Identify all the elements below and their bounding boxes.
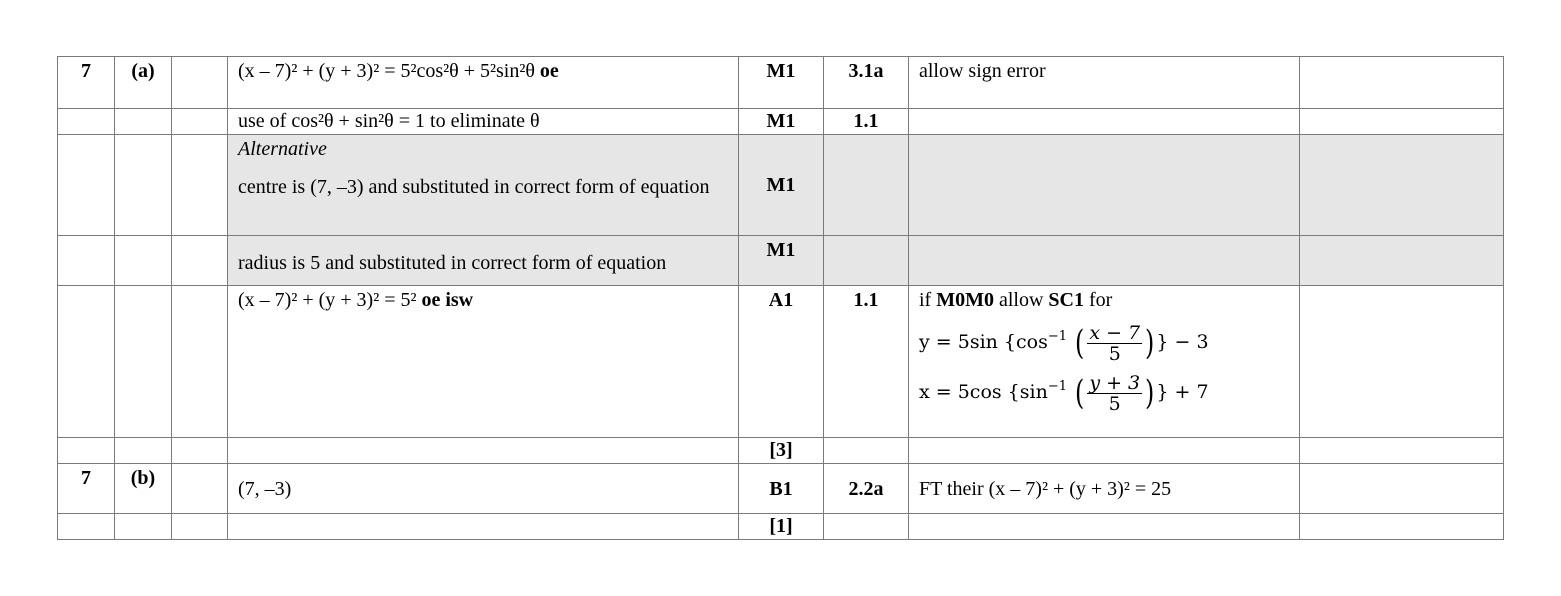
- guidance-cell: FT their (x – 7)² + (y + 3)² = 25: [909, 464, 1300, 514]
- eq-text: } − 3: [1156, 331, 1209, 353]
- sub-part-cell: [172, 57, 228, 109]
- total-mark: [1]: [739, 514, 824, 540]
- empty-cell: [824, 514, 909, 540]
- row-7b-total: [58, 514, 1504, 540]
- empty-cell: [228, 438, 739, 464]
- mark-cell: M1: [739, 135, 824, 236]
- empty-cell: [58, 514, 115, 540]
- row-alternative-radius: [58, 236, 1504, 286]
- answer-text: (x – 7)² + (y + 3)² = 5²: [238, 289, 417, 311]
- empty-cell: [115, 135, 172, 236]
- empty-cell: [115, 109, 172, 135]
- row-7a-2: [58, 109, 1504, 135]
- extra-cell: [1300, 57, 1504, 109]
- guidance-line: [919, 288, 1289, 312]
- empty-cell: [172, 438, 228, 464]
- row-7a-1: [58, 57, 1504, 109]
- answer-cell: [228, 135, 739, 236]
- ao-cell: 2.2a: [824, 464, 909, 514]
- question-part: (a): [115, 57, 172, 109]
- mark-cell: B1: [739, 464, 824, 514]
- answer-note: oe isw: [421, 289, 474, 311]
- paren-right: ): [1145, 323, 1155, 363]
- guidance-text: if: [919, 289, 932, 311]
- eq-text: y = 5sin {cos: [919, 331, 1048, 353]
- guidance-cell: [909, 236, 1300, 286]
- eq-numerator: y + 3: [1089, 371, 1141, 394]
- guidance-cell: [909, 109, 1300, 135]
- mark-cell: M1: [739, 109, 824, 135]
- row-7a-final: [58, 286, 1504, 438]
- empty-cell: [1300, 514, 1504, 540]
- empty-cell: [172, 514, 228, 540]
- row-7a-total: [58, 438, 1504, 464]
- empty-cell: [1300, 438, 1504, 464]
- guidance-cell: [909, 135, 1300, 236]
- eq-sup: −1: [1047, 379, 1067, 394]
- extra-cell: [1300, 236, 1504, 286]
- answer-cell: [228, 286, 739, 438]
- empty-cell: [58, 438, 115, 464]
- empty-cell: [58, 109, 115, 135]
- guidance-bold: M0M0: [936, 289, 994, 311]
- empty-cell: [172, 286, 228, 438]
- ao-cell: 1.1: [824, 286, 909, 438]
- empty-cell: [115, 236, 172, 286]
- empty-cell: [115, 438, 172, 464]
- empty-cell: [909, 438, 1300, 464]
- eq-denominator: 5: [1108, 342, 1121, 365]
- guidance-cell: allow sign error: [909, 57, 1300, 109]
- sc1-equation-y: [919, 312, 1289, 365]
- empty-cell: [909, 514, 1300, 540]
- mark-cell: M1: [739, 57, 824, 109]
- row-alternative-centre: [58, 135, 1504, 236]
- guidance-cell: [909, 286, 1300, 438]
- empty-cell: [172, 236, 228, 286]
- empty-cell: [58, 135, 115, 236]
- answer-text: centre is (7, –3) and substituted in correct form of equation: [238, 176, 710, 198]
- ao-cell: [824, 135, 909, 236]
- eq-fraction: [1087, 373, 1142, 414]
- paren-left: (: [1075, 373, 1085, 413]
- extra-cell: [1300, 464, 1504, 514]
- guidance-bold: SC1: [1048, 289, 1084, 311]
- mark-cell: M1: [739, 236, 824, 286]
- empty-cell: [115, 514, 172, 540]
- ao-cell: [824, 236, 909, 286]
- empty-cell: [824, 438, 909, 464]
- question-part: (b): [115, 464, 172, 514]
- alternative-label: Alternative: [238, 138, 327, 160]
- eq-sup: −1: [1047, 329, 1068, 344]
- answer-cell: radius is 5 and substituted in correct form of equation: [228, 236, 739, 286]
- paren-right: ): [1145, 373, 1155, 413]
- guidance-text: allow: [998, 289, 1044, 311]
- extra-cell: [1300, 135, 1504, 236]
- eq-text: x = 5cos {sin: [919, 381, 1048, 403]
- answer-cell: (7, –3): [228, 464, 739, 514]
- empty-cell: [228, 514, 739, 540]
- row-7b: [58, 464, 1504, 514]
- empty-cell: [115, 286, 172, 438]
- empty-cell: [58, 286, 115, 438]
- ao-cell: 1.1: [824, 109, 909, 135]
- eq-numerator: x − 7: [1089, 321, 1141, 344]
- eq-denominator: 5: [1108, 392, 1121, 415]
- sc1-equation-x: [919, 362, 1289, 415]
- answer-text: (x – 7)² + (y + 3)² = 5²cos²θ + 5²sin²θ: [238, 60, 535, 82]
- empty-cell: [58, 236, 115, 286]
- ao-cell: 3.1a: [824, 57, 909, 109]
- eq-text: } + 7: [1156, 381, 1209, 403]
- total-mark: [3]: [739, 438, 824, 464]
- mark-cell: A1: [739, 286, 824, 438]
- answer-cell: [228, 57, 739, 109]
- sub-part-cell: [172, 464, 228, 514]
- guidance-text: for: [1089, 289, 1113, 311]
- mark-scheme-table: [57, 56, 1504, 540]
- paren-left: (: [1075, 323, 1085, 363]
- question-number: 7: [58, 464, 115, 514]
- empty-cell: [172, 109, 228, 135]
- extra-cell: [1300, 286, 1504, 438]
- answer-cell: use of cos²θ + sin²θ = 1 to eliminate θ: [228, 109, 739, 135]
- extra-cell: [1300, 109, 1504, 135]
- question-number: 7: [58, 57, 115, 109]
- eq-fraction: [1087, 323, 1142, 364]
- empty-cell: [172, 135, 228, 236]
- answer-note: oe: [539, 60, 559, 82]
